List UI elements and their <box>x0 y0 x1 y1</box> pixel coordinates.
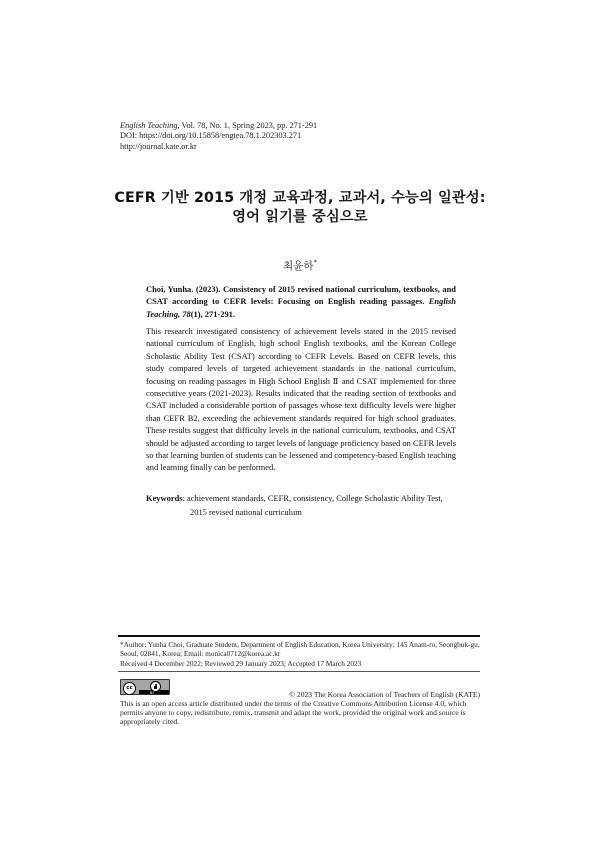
journal-header <box>120 121 317 152</box>
license-text: This is an open access article distributed under the terms of the Creative Commons Attribution License 4.0, which permits anyone to copy, redistribute, remix, transmit and adapt the work, provided the original work and source is appropriately cited. <box>120 699 467 727</box>
keywords <box>146 492 466 519</box>
author-footnote-mark: * <box>313 258 317 267</box>
journal-citation-line <box>120 121 317 131</box>
doi-line[interactable]: DOI: https://doi.org/10.15858/engtea.78.1.202303.271 <box>120 131 302 141</box>
citation-issue: (1), 271-291. <box>190 308 235 319</box>
title-line-1: CEFR 기반 2015 개정 교육과정, 교과서, 수능의 일관성: <box>114 190 486 206</box>
license-divider <box>118 671 480 672</box>
keywords-line-2: 2015 revised national curriculum <box>190 506 302 517</box>
cc-circle-icon: cc <box>123 682 136 695</box>
keywords-line-1: : achievement standards, CEFR, consistency, College Scholastic Ability Test, <box>182 493 443 503</box>
citation-journal: English Teaching, 78 <box>146 296 456 319</box>
citation <box>146 283 456 320</box>
by-label: BY <box>150 691 155 695</box>
footnote-divider <box>118 635 480 637</box>
keywords-label: Keywords <box>146 493 183 503</box>
journal-name: English Teaching <box>120 121 178 130</box>
received-dates: Received 4 December 2022; Reviewed 29 January 2023; Accepted 17 March 2023 <box>120 659 362 668</box>
author-footnote: *Author: Yunha Choi, Graduate Student, Department of English Education, Korea University; 145 Anam-ro, Seongbuk-gu, Seoul, 02841, Korea; Email: monica0712@korea.ac.kr <box>120 640 480 658</box>
volume-info: , Vol. 78, No. 1, Spring 2023, pp. 271-291 <box>177 121 318 130</box>
cc-by-license-icon[interactable] <box>120 679 170 695</box>
journal-url[interactable]: http://journal.kate.or.kr <box>120 141 197 151</box>
paper-title <box>110 189 490 227</box>
copyright-notice: © 2023 The Korea Association of Teachers of English (KATE) <box>289 690 480 699</box>
author-line <box>0 258 600 273</box>
citation-text: Choi, Yunha. (2023). Consistency of 2015 revised national curriculum, textbooks, and CSAT according to CEFR levels: Focusing on English reading passages. <box>146 284 456 307</box>
author-name: 최윤하 <box>283 260 314 272</box>
title-line-2: 영어 읽기를 중심으로 <box>232 209 368 225</box>
abstract: This research investigated consistency of achievement levels stated in the 2015 revised national curriculum of English, high school English textbooks, and the Korean College Scholastic Ability Test (CSAT) according to CEFR Levels. Based on CEFR levels, this study compared levels of targeted achievement standards in the national curriculum, focusing on reading passages in High School English Ⅱ and CSAT implemented for three consecutive years (2021-2023). Results indicated that the reading section of textbooks and CSAT included a considerable portion of passages whose text difficulty levels were higher than CEFR B2, exceeding the achievement standards required for high school graduates. These results suggest that difficulty levels in the national curriculum, textbooks, and CSAT should be adjusted according to target levels of language proficiency based on CEFR levels so that learning burden of students can be lessened and competency-based English teaching and learning finally can be performed. <box>146 326 456 473</box>
